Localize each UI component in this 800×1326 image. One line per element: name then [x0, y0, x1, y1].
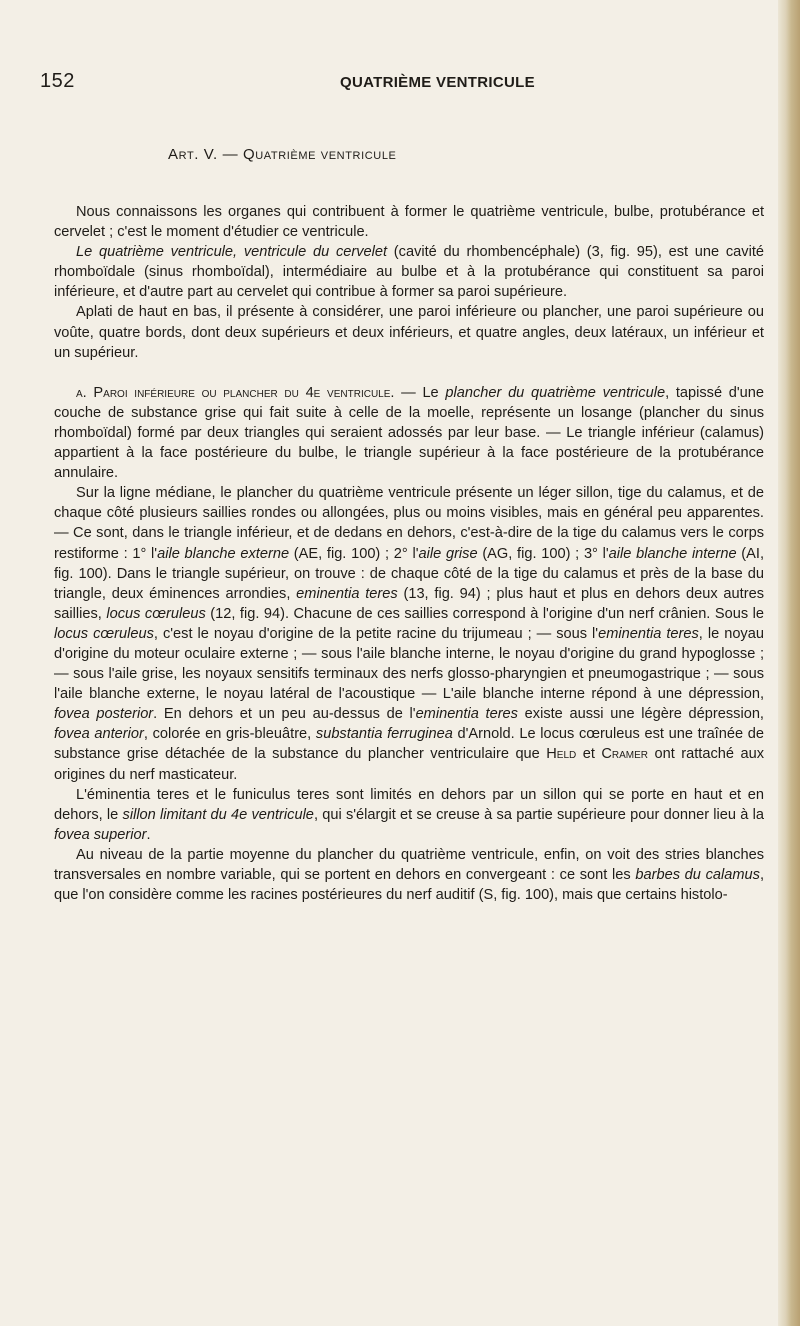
- author-name: Held: [546, 746, 577, 763]
- article-number: Art. V. —: [168, 146, 239, 163]
- section-heading: a. Paroi inférieure ou plancher du 4e ventricule.: [76, 384, 395, 401]
- paragraph-sillon: L'éminentia teres et le funiculus teres sont limités en dehors par un sillon qui se porte en haut et en dehors, le sillon limitant du 4e ventricule, qui s'élargit et se creuse à sa partie supérieure pour donner lieu à la fovea superior.: [54, 786, 764, 843]
- paragraph-plancher: a. Paroi inférieure ou plancher du 4e ventricule. — Le plancher du quatrième ventricule, tapissé d'une couche de substance grise qui fait suite à celle de la moelle, représente un losange (plancher du sinus rhomboïdal) formé par deux triangles qui seraient adossés par leur base. — Le triangle inférieur (calamus) appartient à la face postérieure du bulbe, le triangle supérieur à la face postérieure de la protubérance annulaire.: [54, 384, 765, 482]
- page-number: 152: [40, 70, 75, 92]
- paragraph-intro: Nous connaissons les organes qui contribuent à former le quatrième ventricule, bulbe, protubérance et cervelet ; c'est le moment d'étudier ce ventricule.: [54, 204, 764, 241]
- running-head: QUATRIÈME VENTRICULE: [340, 74, 535, 91]
- article-heading: Quatrième ventricule: [242, 146, 397, 163]
- page-edge-shadow: [778, 0, 800, 1326]
- paragraph-definition: Le quatrième ventricule, ventricule du cervelet (cavité du rhombencéphale) (3, fig. 95), est une cavité rhomboïdale (sinus rhomboïdal), intermédiaire au bulbe et à la protubérance qui constituent sa paroi inférieure, et d'autre part au cervelet qui contribue à former sa paroi supérieure.: [54, 244, 764, 301]
- body-text: [54, 202, 764, 905]
- paragraph-saillies: Sur la ligne médiane, le plancher du quatrième ventricule présente un léger sillon, tige du calamus, et de chaque côté plusieurs saillies rondes ou allongées, plus ou moins visibles, mais en général peu apparentes. — Ce sont, dans le triangle inférieur, et de dedans en dehors, c'est-à-dire de la tige du calamus vers le corps restiforme : 1° l'aile blanche externe (AE, fig. 100) ; 2° l'aile grise (AG, fig. 100) ; 3° l'aile blanche interne (AI, fig. 100). Dans le triangle supérieur, on trouve : de chaque côté de la tige du calamus et près de la base du triangle, deux éminences arrondies, eminentia teres (13, fig. 94) ; plus haut et plus en dehors deux autres saillies, locus cœruleus (12, fig. 94). Chacune de ces saillies correspond à l'origine d'un nerf crânien. Sous le locus cœruleus, c'est le noyau d'origine de la petite racine du trijumeau ; — sous l'eminentia teres, le noyau d'origine du moteur oculaire externe ; — sous l'aile blanche interne, le noyau d'origine du grand hypoglosse ; — sous l'aile grise, les noyaux sensitifs terminaux des nerfs glosso-pharyngien et pneumogastrique ; — sous l'aile blanche externe, le noyau latéral de l'acoustique — L'aile blanche interne répond à une dépression, fovea posterior. En dehors et un peu au-dessus de l'eminentia teres existe aussi une légère dépression, fovea anterior, colorée en gris-bleuâtre, substantia ferruginea d'Arnold. Le locus cœruleus est une traînée de substance grise détachée de la substance du plancher ventriculaire que Held et Cramer ont rattaché aux origines du nerf masticateur.: [54, 485, 765, 783]
- author-name: Cramer: [601, 746, 649, 763]
- article-title: [168, 146, 397, 163]
- paragraph-barbes: Au niveau de la partie moyenne du plancher du quatrième ventricule, enfin, on voit des stries blanches transversales en nombre variable, qui se portent en dehors en convergeant : ce sont les barbes du calamus, que l'on considère comme les racines postérieures du nerf auditif (S, fig. 100), mais que certains histolo-: [54, 846, 765, 904]
- page-header: [40, 70, 760, 100]
- paragraph-shape: Aplati de haut en bas, il présente à considérer, une paroi inférieure ou plancher, une paroi supérieure ou voûte, quatre bords, dont deux supérieurs et deux inférieurs, et quatre angles, deux latéraux, un inférieur et un supérieur.: [54, 304, 764, 361]
